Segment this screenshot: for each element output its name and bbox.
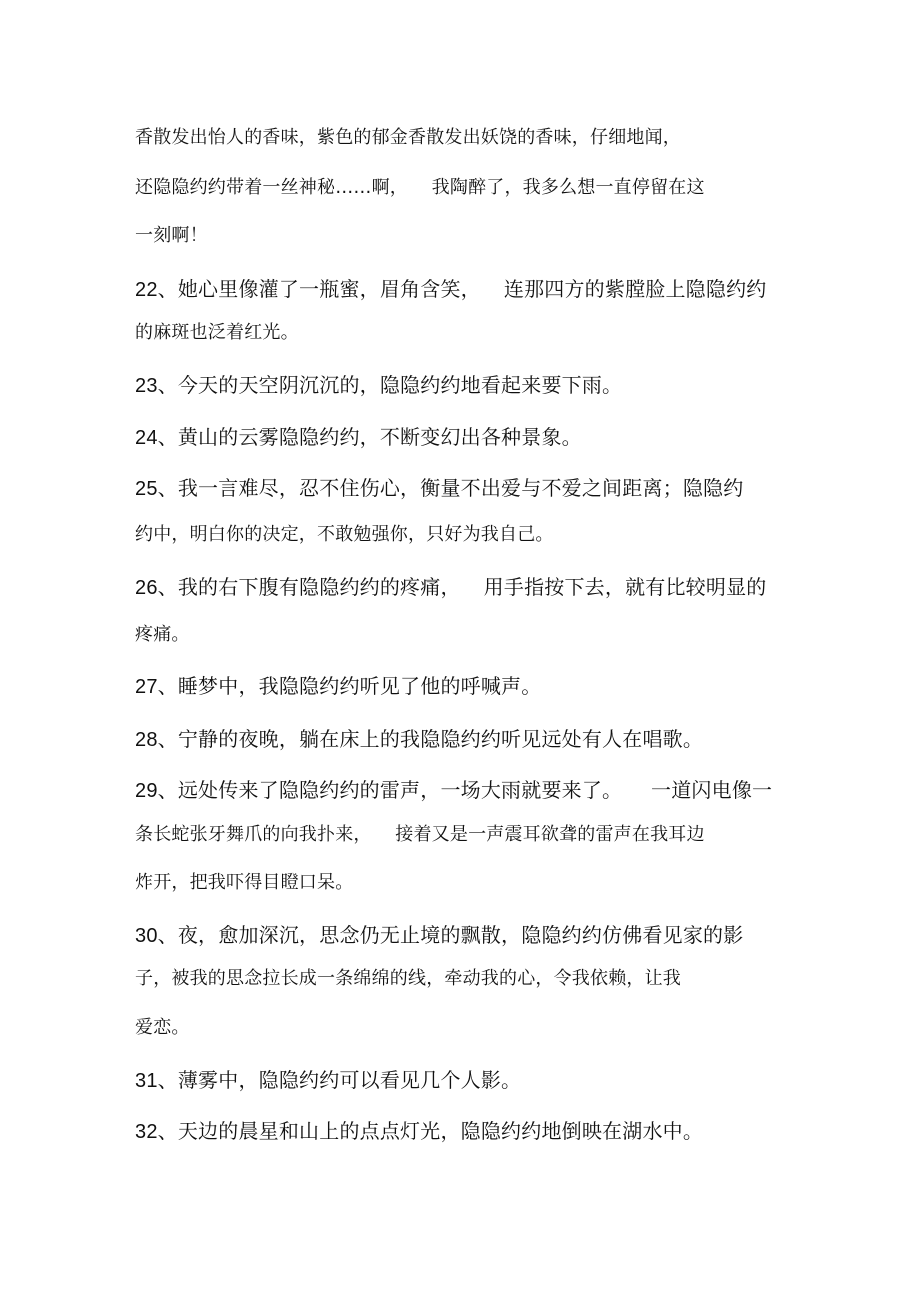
item-32: 32、天边的晨星和山上的点点灯光，隐隐约约地倒映在湖水中。 xyxy=(135,1121,704,1143)
item-27: 27、睡梦中，我隐隐约约听见了他的呼喊声。 xyxy=(135,676,542,698)
item-30-line-1: 30、夜，愈加深沉，思念仍无止境的飘散，隐隐约约仿佛看见家的影 xyxy=(135,925,744,947)
item-29-line-1: 29、远处传来了隐隐约约的雷声，一场大雨就要来了。 一道闪电像一 xyxy=(135,780,773,802)
item-25-line-1: 25、我一言难尽，忍不住伤心，衡量不出爱与不爱之间距离；隐隐约 xyxy=(135,478,744,500)
item-26-line-2: 疼痛。 xyxy=(135,624,190,645)
item-25-line-2: 约中，明白你的决定，不敢勉强你，只好为我自己。 xyxy=(135,524,554,545)
item-26-line-1: 26、我的右下腹有隐隐约约的疼痛， 用手指按下去，就有比较明显的 xyxy=(135,577,767,599)
item-31: 31、薄雾中，隐隐约约可以看见几个人影。 xyxy=(135,1070,522,1092)
item-22-line-2: 的麻斑也泛着红光。 xyxy=(135,322,299,343)
item-23: 23、今天的天空阴沉沉的，隐隐约约地看起来要下雨。 xyxy=(135,375,623,397)
text-line: 一刻啊！ xyxy=(135,225,208,246)
text-line: 还隐隐约约带着一丝神秘……啊， 我陶醉了，我多么想一直停留在这 xyxy=(135,177,705,198)
text-line: 香散发出怡人的香味，紫色的郁金香散发出妖饶的香味，仔细地闻， xyxy=(135,127,681,148)
item-28: 28、宁静的夜晚，躺在床上的我隐隐约约听见远处有人在唱歌。 xyxy=(135,729,704,751)
item-22-line-1: 22、她心里像灌了一瓶蜜，眉角含笑， 连那四方的紫膛脸上隐隐约约 xyxy=(135,279,767,301)
item-30-line-3: 爱恋。 xyxy=(135,1017,190,1038)
item-29-line-3: 炸开，把我吓得目瞪口呆。 xyxy=(135,872,354,893)
item-24: 24、黄山的云雾隐隐约约，不断变幻出各种景象。 xyxy=(135,427,582,449)
item-29-line-2: 条长蛇张牙舞爪的向我扑来， 接着又是一声震耳欲聋的雷声在我耳边 xyxy=(135,824,705,845)
item-30-line-2: 子，被我的思念拉长成一条绵绵的线，牵动我的心，令我依赖，让我 xyxy=(135,968,681,989)
